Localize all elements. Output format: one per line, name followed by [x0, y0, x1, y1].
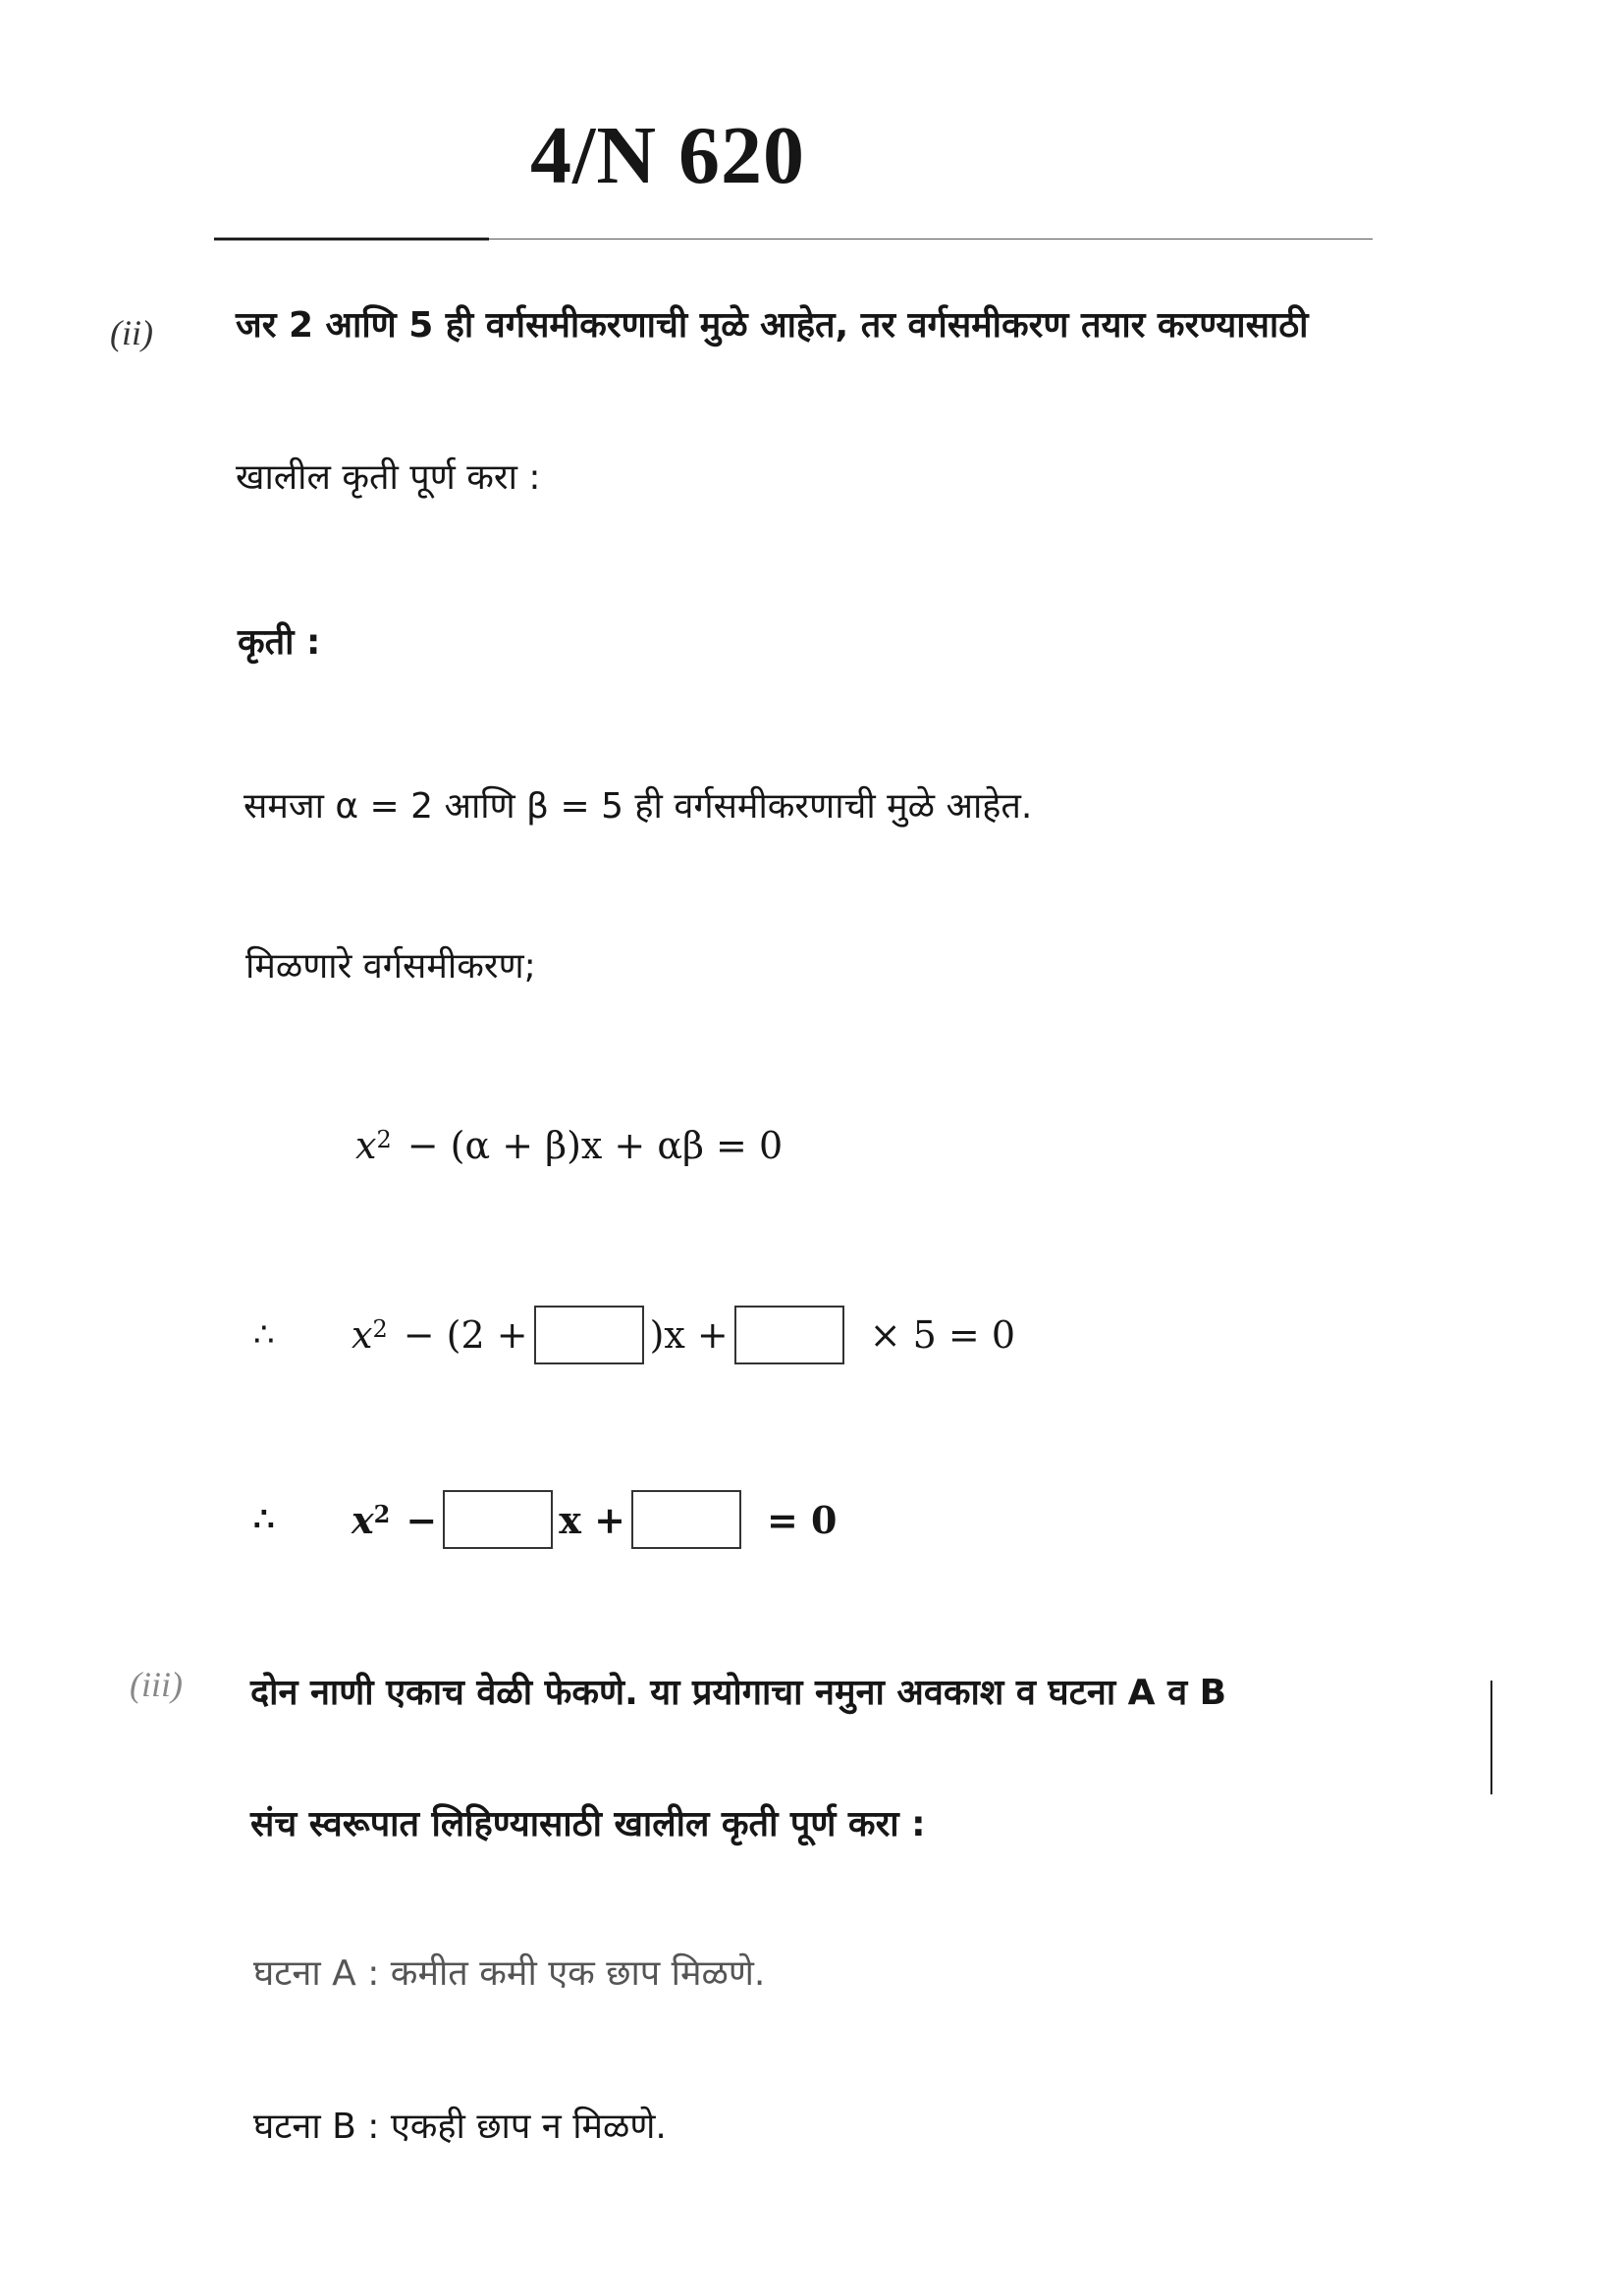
step-two-equation [253, 1490, 837, 1549]
step1-exponent: 2 [372, 1315, 388, 1343]
blank-box-4[interactable] [631, 1490, 741, 1549]
activity-label: कृती : [238, 622, 321, 663]
formula-x: x [355, 1124, 377, 1167]
event-b-line: घटना B : एकही छाप न मिळणे. [253, 2107, 667, 2147]
step2-x: x [352, 1497, 374, 1542]
question-number-ii: (ii) [110, 313, 153, 352]
question-number-iii: (iii) [130, 1665, 183, 1704]
step1-part-a: − (2 + [403, 1313, 528, 1357]
blank-box-2[interactable] [734, 1306, 844, 1364]
general-formula [355, 1124, 783, 1167]
formula-rest: − (α + β)x + αβ = 0 [406, 1124, 784, 1167]
therefore-symbol: ∴ [253, 1315, 275, 1355]
therefore-symbol: ∴ [253, 1500, 275, 1539]
question-ii-line2: खालील कृती पूर्ण करा : [236, 457, 541, 498]
assumption-line: समजा α = 2 आणि β = 5 ही वर्गसमीकरणाची मुळे आहेत. [244, 786, 1033, 827]
margin-bar [1490, 1681, 1492, 1794]
step-one-equation [253, 1306, 1015, 1364]
step1-x: x [352, 1313, 373, 1357]
step2-exponent: 2 [373, 1499, 391, 1528]
formula-exponent: 2 [376, 1126, 392, 1153]
step1-part-b: )x + [649, 1313, 729, 1357]
header-rule-thin [489, 239, 1373, 240]
question-ii-line1: जर 2 आणि 5 ही वर्गसमीकरणाची मुळे आहेत, तर वर्गसमीकरण तयार करण्यासाठी [236, 305, 1309, 346]
question-iii-line1: दोन नाणी एकाच वेळी फेकणे. या प्रयोगाचा नमुना अवकाश व घटना A व B [250, 1673, 1227, 1713]
page-code: 4/N 620 [530, 110, 805, 201]
question-iii-line2: संच स्वरूपात लिहिण्यासाठी खालील कृती पूर्ण करा : [250, 1804, 926, 1844]
resulting-equation-label: मिळणारे वर्गसमीकरण; [245, 946, 536, 987]
step2-part-a: − [406, 1497, 438, 1542]
step2-part-b: x + [559, 1497, 625, 1542]
blank-box-1[interactable] [534, 1306, 644, 1364]
blank-box-3[interactable] [443, 1490, 553, 1549]
step1-part-c: × 5 = 0 [869, 1313, 1016, 1357]
event-a-line: घटना A : कमीत कमी एक छाप मिळणे. [253, 1953, 766, 1994]
header-rule-thick [214, 238, 489, 240]
step2-part-c: = 0 [766, 1497, 838, 1542]
